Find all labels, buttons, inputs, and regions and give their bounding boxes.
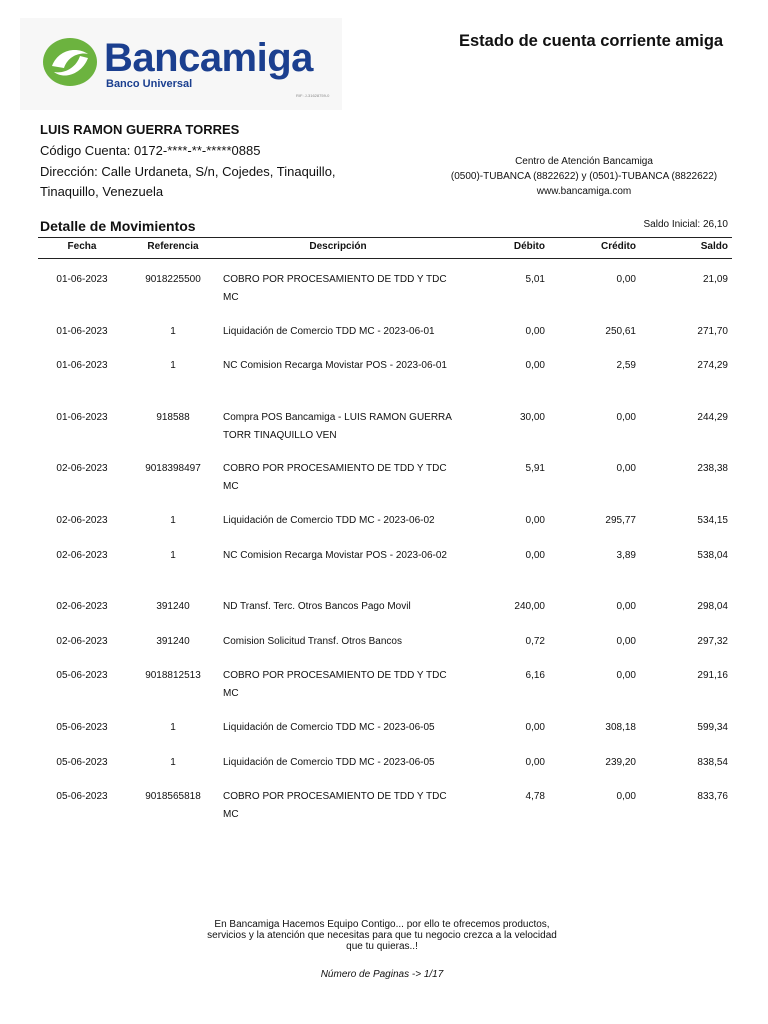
cell-description: NC Comision Recarga Movistar POS - 2023-06-02 <box>223 550 447 561</box>
cell-debit: 0,72 <box>525 636 545 647</box>
cell-date: 01-06-2023 <box>56 274 108 285</box>
cell-debit: 30,00 <box>519 412 545 423</box>
movements-title: Detalle de Movimientos <box>40 218 196 234</box>
opening-balance: Saldo Inicial: 26,10 <box>643 219 728 230</box>
cell-debit: 0,00 <box>525 722 545 733</box>
cell-description: Compra POS Bancamiga - LUIS RAMON GUERRA TORR TINAQUILLO VEN <box>223 412 452 441</box>
cell-credit: 0,00 <box>616 274 636 285</box>
cell-debit: 5,01 <box>525 274 545 285</box>
account-code: Código Cuenta: 0172-****-**-*****0885 <box>40 143 261 158</box>
cell-credit: 308,18 <box>605 722 636 733</box>
cell-balance: 538,04 <box>697 550 728 561</box>
cell-credit: 295,77 <box>605 515 636 526</box>
client-name: LUIS RAMON GUERRA TORRES <box>40 122 240 137</box>
cell-credit: 0,00 <box>616 601 636 612</box>
cell-reference: 918588 <box>156 412 190 423</box>
footer-message <box>182 919 582 952</box>
cell-reference: 1 <box>170 550 176 561</box>
contact-title: Centro de Atención Bancamiga <box>515 156 653 167</box>
cell-reference: 9018225500 <box>145 274 201 285</box>
cell-description: ND Transf. Terc. Otros Bancos Pago Movil <box>223 601 411 612</box>
table-row <box>0 409 768 439</box>
cell-credit: 0,00 <box>616 636 636 647</box>
table-row <box>0 547 768 577</box>
cell-balance: 244,29 <box>697 412 728 423</box>
cell-debit: 0,00 <box>525 757 545 768</box>
cell-balance: 21,09 <box>702 274 728 285</box>
cell-date: 02-06-2023 <box>56 636 108 647</box>
document-title: Estado de cuenta corriente amiga <box>459 32 724 50</box>
cell-description: Liquidación de Comercio TDD MC - 2023-06-02 <box>223 515 435 526</box>
cell-reference: 391240 <box>156 636 190 647</box>
cell-credit: 0,00 <box>616 463 636 474</box>
cell-description: Comision Solicitud Transf. Otros Bancos <box>223 636 402 647</box>
header-debit: Débito <box>513 241 545 252</box>
table-row <box>0 598 768 628</box>
cell-description: Liquidación de Comercio TDD MC - 2023-06-05 <box>223 722 435 733</box>
header-credit: Crédito <box>601 241 636 252</box>
cell-reference: 9018565818 <box>145 791 201 802</box>
cell-reference: 1 <box>170 722 176 733</box>
header-balance: Saldo <box>700 241 728 252</box>
table-row <box>0 323 768 353</box>
cell-balance: 838,54 <box>697 757 728 768</box>
cell-debit: 5,91 <box>525 463 545 474</box>
cell-balance: 291,16 <box>697 670 728 681</box>
cell-debit: 0,00 <box>525 550 545 561</box>
contact-website: www.bancamiga.com <box>536 186 632 197</box>
page-number: Número de Paginas -> 1/17 <box>320 969 444 980</box>
cell-date: 05-06-2023 <box>56 791 108 802</box>
cell-date: 02-06-2023 <box>56 515 108 526</box>
table-header-rule <box>38 258 732 259</box>
cell-credit: 0,00 <box>616 670 636 681</box>
address-line-2: Tinaquillo, Venezuela <box>40 184 164 199</box>
table-row <box>0 512 768 542</box>
cell-credit: 0,00 <box>616 412 636 423</box>
cell-balance: 599,34 <box>697 722 728 733</box>
table-row <box>0 271 768 301</box>
cell-description: COBRO POR PROCESAMIENTO DE TDD Y TDC MC <box>223 463 447 492</box>
footer-line-2: servicios y la atención que necesitas para que tu negocio crezca a la velocidad <box>207 930 557 941</box>
bancamiga-logo-icon <box>42 36 100 88</box>
brand-fine-print: RIF: J-31628759-0 <box>296 93 330 98</box>
table-row <box>0 719 768 749</box>
table-row <box>0 633 768 663</box>
cell-reference: 1 <box>170 360 176 371</box>
brand-name: Bancamiga <box>104 36 313 80</box>
header-description: Descripción <box>309 241 367 252</box>
cell-reference: 9018398497 <box>145 463 201 474</box>
cell-balance: 833,76 <box>697 791 728 802</box>
cell-date: 05-06-2023 <box>56 722 108 733</box>
cell-debit: 240,00 <box>514 601 545 612</box>
cell-description: COBRO POR PROCESAMIENTO DE TDD Y TDC MC <box>223 670 447 699</box>
cell-debit: 0,00 <box>525 326 545 337</box>
cell-date: 01-06-2023 <box>56 412 108 423</box>
cell-credit: 2,59 <box>616 360 636 371</box>
cell-reference: 1 <box>170 515 176 526</box>
table-row <box>0 667 768 697</box>
cell-balance: 238,38 <box>697 463 728 474</box>
cell-date: 02-06-2023 <box>56 550 108 561</box>
table-row <box>0 754 768 784</box>
cell-reference: 1 <box>170 326 176 337</box>
table-top-rule <box>38 237 732 238</box>
cell-credit: 239,20 <box>605 757 636 768</box>
table-row <box>0 357 768 387</box>
address-line-1: Dirección: Calle Urdaneta, S/n, Cojedes, Tinaquillo, <box>40 164 336 179</box>
header-reference: Referencia <box>147 241 199 252</box>
table-row <box>0 460 768 490</box>
cell-description: Liquidación de Comercio TDD MC - 2023-06-01 <box>223 326 435 337</box>
cell-date: 05-06-2023 <box>56 757 108 768</box>
cell-balance: 274,29 <box>697 360 728 371</box>
footer-line-1: En Bancamiga Hacemos Equipo Contigo... por ello te ofrecemos productos, <box>214 919 550 930</box>
cell-reference: 1 <box>170 757 176 768</box>
cell-description: Liquidación de Comercio TDD MC - 2023-06-05 <box>223 757 435 768</box>
footer-line-3: que tu quieras..! <box>346 941 418 952</box>
cell-debit: 0,00 <box>525 360 545 371</box>
header-date: Fecha <box>67 241 97 252</box>
cell-credit: 250,61 <box>605 326 636 337</box>
cell-description: NC Comision Recarga Movistar POS - 2023-06-01 <box>223 360 447 371</box>
cell-debit: 4,78 <box>525 791 545 802</box>
contact-phones: (0500)-TUBANCA (8822622) y (0501)-TUBANCA (8822622) <box>450 171 718 182</box>
cell-date: 02-06-2023 <box>56 463 108 474</box>
cell-balance: 298,04 <box>697 601 728 612</box>
cell-date: 05-06-2023 <box>56 670 108 681</box>
cell-date: 02-06-2023 <box>56 601 108 612</box>
cell-debit: 0,00 <box>525 515 545 526</box>
cell-description: COBRO POR PROCESAMIENTO DE TDD Y TDC MC <box>223 274 447 303</box>
cell-balance: 271,70 <box>697 326 728 337</box>
bank-logo <box>20 18 342 110</box>
brand-tagline: Banco Universal <box>106 78 193 90</box>
cell-debit: 6,16 <box>525 670 545 681</box>
cell-reference: 9018812513 <box>145 670 201 681</box>
table-row <box>0 788 768 818</box>
cell-balance: 297,32 <box>697 636 728 647</box>
cell-date: 01-06-2023 <box>56 326 108 337</box>
cell-date: 01-06-2023 <box>56 360 108 371</box>
cell-credit: 3,89 <box>616 550 636 561</box>
cell-balance: 534,15 <box>697 515 728 526</box>
cell-description: COBRO POR PROCESAMIENTO DE TDD Y TDC MC <box>223 791 447 820</box>
cell-reference: 391240 <box>156 601 190 612</box>
cell-credit: 0,00 <box>616 791 636 802</box>
